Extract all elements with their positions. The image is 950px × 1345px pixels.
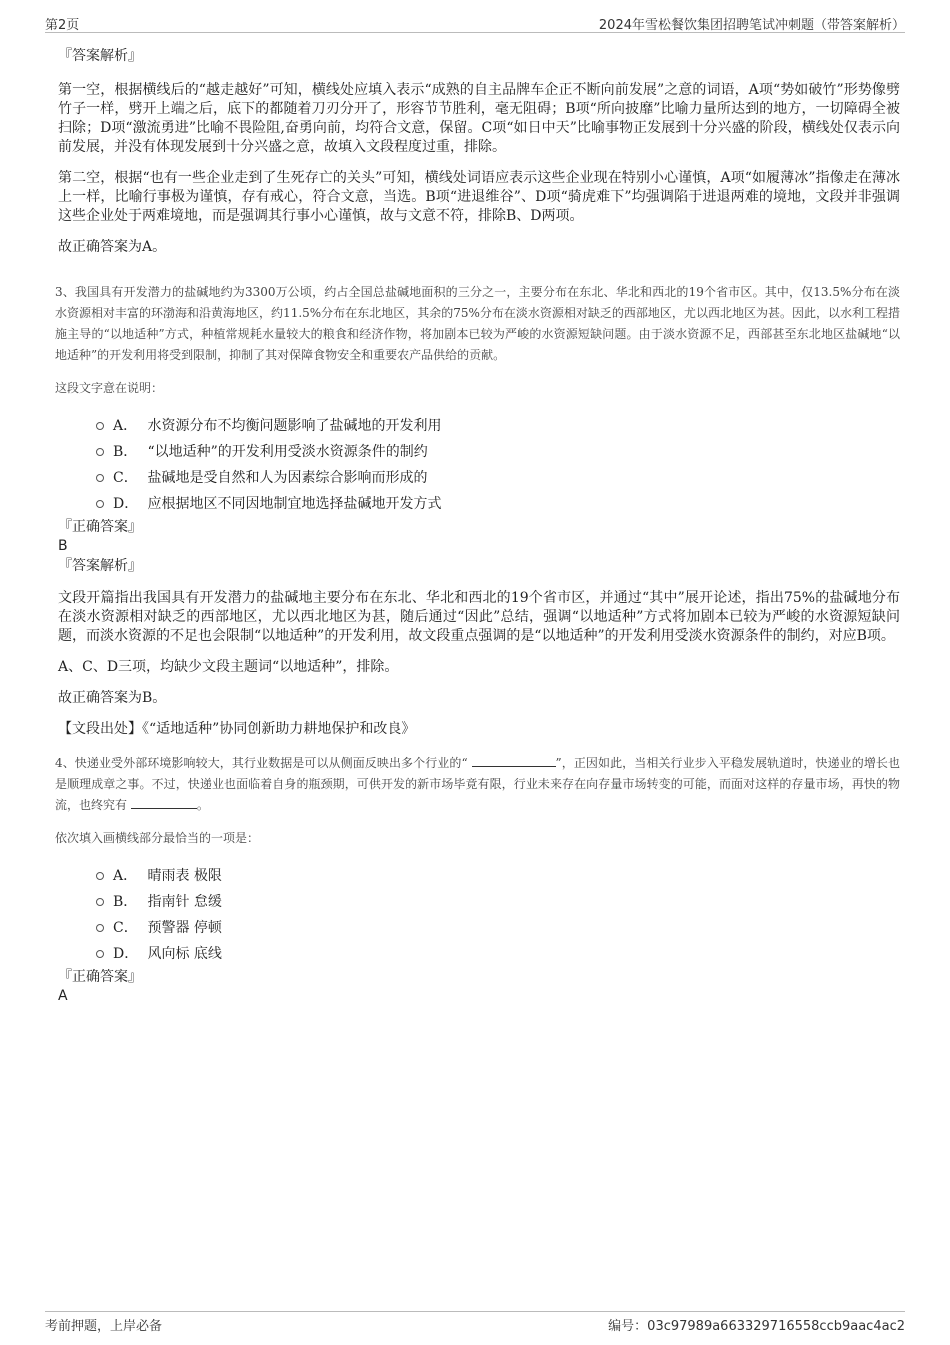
q4-option-b[interactable] (55, 889, 900, 915)
q4-options (55, 863, 900, 967)
option-text: 应根据地区不同因地制宜地选择盐碱地开发方式 (147, 496, 442, 512)
q3-conclusion: 故正确答案为B。 (58, 690, 167, 706)
radio-icon[interactable] (96, 500, 104, 508)
q3-options (55, 413, 900, 517)
footer-slogan: 考前押题，上岸必备 (45, 1319, 163, 1334)
document-title: 2024年雪松餐饮集团招聘笔试冲刺题（带答案解析） (598, 18, 905, 33)
q2-analysis-section (55, 46, 900, 257)
option-letter: C． (113, 470, 138, 486)
q3-option-b[interactable] (55, 439, 900, 465)
q2-analysis-paragraph-1: 第一空，根据横线后的“越走越好”可知，横线处应填入表示“成熟的自主品牌车企正不断向前发展”之意的词语，A项“势如破竹”形势像劈竹子一样，劈开上端之后，底下的都随着刀刃分开了，形容节节胜利，毫无阻碍；B项“所向披靡”比喻力量所达到的地方，一切障碍全被扫除；D项“激流勇进”比喻不畏险阻,奋勇向前，均符合文意，保留。C项“如日中天”比喻事物正发展到十分兴盛的阶段，横线处仅表示向前发展，并没有体现发展到十分兴盛之意，故填入文段程度过重，排除。 (58, 82, 900, 155)
option-text: 水资源分布不均衡问题影响了盐碱地的开发利用 (147, 418, 442, 434)
radio-icon[interactable] (96, 448, 104, 456)
page-content (55, 44, 900, 1005)
fill-blank-1 (472, 755, 556, 767)
option-letter: A． (113, 418, 138, 434)
fill-blank-2 (131, 797, 197, 809)
q3-option-a[interactable] (55, 413, 900, 439)
option-text: 预警器 停顿 (147, 920, 222, 936)
q4-prompt: 依次填入画横线部分最恰当的一项是： (55, 831, 260, 845)
option-text: 晴雨表 极限 (147, 868, 222, 884)
q2-analysis-paragraph-2: 第二空，根据“也有一些企业走到了生死存亡的关头”可知，横线处词语应表示这些企业现在特别小心谨慎，A项“如履薄冰”指像走在薄冰上一样，比喻行事极为谨慎，存有戒心，符合文意，当选。B项“进退维谷”、D项“骑虎难下”均强调陷于进退两难的境地，文段并非强调这些企业处于两难境地，而是强调其行事小心谨慎，故与文意不符，排除B、D两项。 (58, 170, 900, 224)
radio-icon[interactable] (96, 924, 104, 932)
q3-answer-value: B (58, 538, 68, 554)
radio-icon[interactable] (96, 950, 104, 958)
q3-answer-label: 『正确答案』 (58, 519, 142, 535)
option-letter: B． (113, 894, 138, 910)
q4-question-part-2: ”，正因如此，当相关行业步入平稳发展轨道时，快递业的增长也是顺理成章之事。不过，快递业也面临着自身的瓶颈期，可供开发的新市场毕竟有限，行业未来存在向存量市场转变的可能，而面对这样的存量市场，再快的物流，也终究有 (55, 756, 900, 812)
option-text: “以地适种”的开发利用受淡水资源条件的制约 (147, 444, 428, 460)
q4-answer-label: 『正确答案』 (58, 969, 142, 985)
q4-option-c[interactable] (55, 915, 900, 941)
page-header (45, 14, 905, 33)
option-letter: A． (113, 868, 138, 884)
question-4 (55, 753, 900, 1005)
page-number: 第2页 (45, 18, 80, 33)
q3-analysis-paragraph-1: 文段开篇指出我国具有开发潜力的盐碱地主要分布在东北、华北和西北的19个省市区，并通过“其中”展开论述，指出75%的盐碱地分布在淡水资源相对缺乏的西部地区，尤以西北地区为甚，随后通过“因此”总结，强调“以地适种”方式将加剧本已较为严峻的水资源短缺问题，而淡水资源的不足也会限制“以地适种”的开发利用，故文段重点强调的是“以地适种”的开发利用受淡水资源条件的制约，对应B项。 (58, 590, 900, 644)
q3-prompt: 这段文字意在说明： (55, 381, 164, 395)
option-text: 指南针 怠缓 (147, 894, 222, 910)
option-text: 风向标 底线 (147, 946, 222, 962)
q3-analysis-label: 『答案解析』 (58, 558, 142, 574)
radio-icon[interactable] (96, 872, 104, 880)
radio-icon[interactable] (96, 422, 104, 430)
q4-option-a[interactable] (55, 863, 900, 889)
q4-question-text (55, 753, 900, 816)
q2-analysis-label: 『答案解析』 (58, 48, 142, 64)
radio-icon[interactable] (96, 474, 104, 482)
option-letter: B． (113, 444, 138, 460)
q4-option-d[interactable] (55, 941, 900, 967)
code-label: 编号： (608, 1319, 648, 1334)
option-letter: D． (113, 496, 139, 512)
page-footer (45, 1311, 905, 1334)
q4-question-part-3: 。 (196, 798, 209, 812)
q4-question-part-1: 4、快递业受外部环境影响较大，其行业数据是可以从侧面反映出多个行业的“ (55, 756, 472, 770)
option-letter: C． (113, 920, 138, 936)
q3-option-c[interactable] (55, 465, 900, 491)
question-3 (55, 282, 900, 739)
option-letter: D． (113, 946, 139, 962)
q2-conclusion: 故正确答案为A。 (58, 239, 167, 255)
q3-option-d[interactable] (55, 491, 900, 517)
q3-analysis-paragraph-2: A、C、D三项，均缺少文段主题词“以地适种”，排除。 (58, 659, 399, 675)
radio-icon[interactable] (96, 898, 104, 906)
document-code (608, 1315, 905, 1334)
q4-answer-value: A (58, 988, 68, 1004)
option-text: 盐碱地是受自然和人为因素综合影响而形成的 (147, 470, 428, 486)
q3-question-text: 3、我国具有开发潜力的盐碱地约为3300万公顷，约占全国总盐碱地面积的三分之一，主要分布在东北、华北和西北的19个省市区。其中，仅13.5%分布在淡水资源相对丰富的环渤海和沿黄海地区，约11.5%分布在东北地区，其余的75%分布在淡水资源相对缺乏的西部地区，尤以西北地区为甚。因此，以水利工程措施主导的“以地适种”方式，种植常规耗水量较大的粮食和经济作物，将加剧本已较为严峻的水资源短缺问题。由于淡水资源不足，西部甚至东北地区盐碱地“以地适种”的开发利用将受到限制，抑制了其对保障食物安全和重要农产品供给的贡献。 (55, 285, 900, 362)
code-value: 03c97989a663329716558ccb9aac4ac2 (647, 1319, 905, 1334)
q3-source: 【文段出处】《“适地适种”协同创新助力耕地保护和改良》 (58, 721, 416, 737)
